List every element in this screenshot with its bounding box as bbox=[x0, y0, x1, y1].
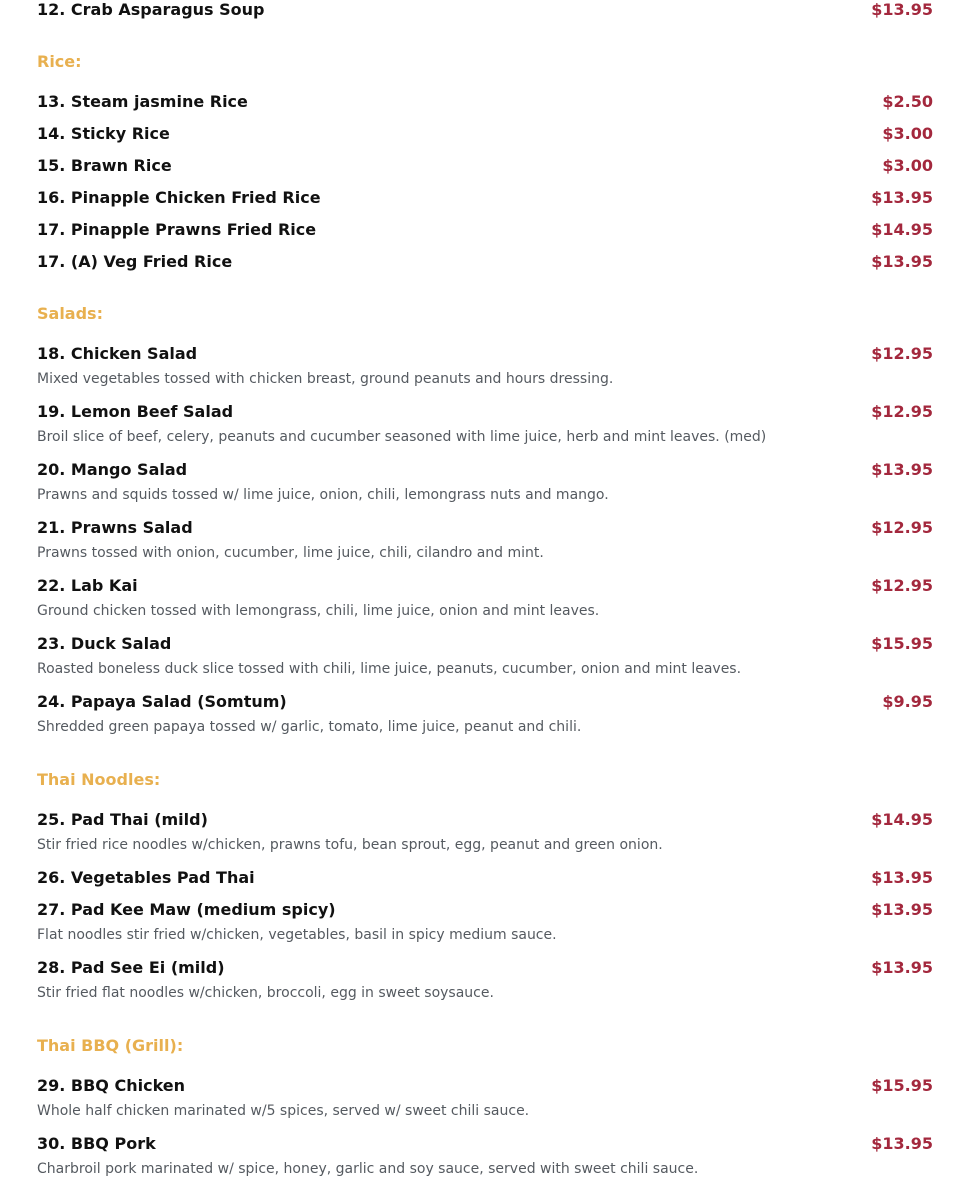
menu-item bbox=[37, 518, 933, 568]
menu-item-price: $13.95 bbox=[871, 868, 933, 887]
menu-item-name: 14. Sticky Rice bbox=[37, 124, 170, 143]
menu-item-row bbox=[37, 518, 933, 542]
menu-section bbox=[37, 770, 933, 1008]
section-heading: Rice: bbox=[37, 52, 82, 71]
menu-item-row bbox=[37, 156, 933, 180]
menu-item-description: Shredded green papaya tossed w/ garlic, tomato, lime juice, peanut and chili. bbox=[37, 719, 582, 735]
section-heading: Thai Noodles: bbox=[37, 770, 161, 789]
menu-item-name: 24. Papaya Salad (Somtum) bbox=[37, 692, 287, 711]
menu-item-description: Roasted boneless duck slice tossed with chili, lime juice, peanuts, cucumber, onion and mint leaves. bbox=[37, 661, 742, 677]
menu-item-name: 19. Lemon Beef Salad bbox=[37, 402, 234, 421]
menu-item-name: 22. Lab Kai bbox=[37, 576, 138, 595]
menu-item-name: 27. Pad Kee Maw (medium spicy) bbox=[37, 900, 336, 919]
menu-item-price: $13.95 bbox=[871, 460, 933, 479]
menu-item-price: $12.95 bbox=[871, 518, 933, 537]
menu-item-row bbox=[37, 900, 933, 924]
menu-item-row bbox=[37, 576, 933, 600]
menu-section bbox=[37, 0, 933, 24]
menu-item-row bbox=[37, 810, 933, 834]
menu-item-description: Mixed vegetables tossed with chicken breast, ground peanuts and hours dressing. bbox=[37, 371, 614, 387]
menu-item-name: 13. Steam jasmine Rice bbox=[37, 92, 248, 111]
menu-item-price: $12.95 bbox=[871, 344, 933, 363]
menu-item-price: $3.00 bbox=[882, 124, 933, 143]
menu-item-row bbox=[37, 220, 933, 244]
menu-item-row bbox=[37, 1076, 933, 1100]
menu-item-row bbox=[37, 868, 933, 892]
menu-item-name: 21. Prawns Salad bbox=[37, 518, 193, 537]
menu-item-price: $13.95 bbox=[871, 900, 933, 919]
menu-item-name: 17. Pinapple Prawns Fried Rice bbox=[37, 220, 317, 239]
menu-item-name: 28. Pad See Ei (mild) bbox=[37, 958, 225, 977]
menu-item-description: Broil slice of beef, celery, peanuts and cucumber seasoned with lime juice, herb and mint leaves. (med) bbox=[37, 429, 767, 445]
menu-item bbox=[37, 958, 933, 1008]
menu-item-name: 25. Pad Thai (mild) bbox=[37, 810, 208, 829]
menu-item-row bbox=[37, 958, 933, 982]
menu-item bbox=[37, 188, 933, 212]
menu-item-name: 16. Pinapple Chicken Fried Rice bbox=[37, 188, 321, 207]
menu-item-name: 15. Brawn Rice bbox=[37, 156, 172, 175]
menu-item bbox=[37, 634, 933, 684]
menu-item-description: Flat noodles stir fried w/chicken, vegetables, basil in spicy medium sauce. bbox=[37, 927, 557, 943]
menu-item bbox=[37, 220, 933, 244]
menu-item-row bbox=[37, 344, 933, 368]
menu-item-price: $13.95 bbox=[871, 1134, 933, 1153]
menu-item-description: Prawns and squids tossed w/ lime juice, onion, chili, lemongrass nuts and mango. bbox=[37, 487, 609, 503]
menu-item-row bbox=[37, 1134, 933, 1158]
menu-item-name: 29. BBQ Chicken bbox=[37, 1076, 186, 1095]
menu-item-description: Stir fried rice noodles w/chicken, prawns tofu, bean sprout, egg, peanut and green onion. bbox=[37, 837, 663, 853]
menu-item bbox=[37, 1076, 933, 1126]
menu-item-name: 30. BBQ Pork bbox=[37, 1134, 156, 1153]
menu-item-price: $13.95 bbox=[871, 188, 933, 207]
menu-item-price: $13.95 bbox=[871, 252, 933, 271]
menu-item-row bbox=[37, 252, 933, 276]
menu-item bbox=[37, 460, 933, 510]
menu-item-price: $14.95 bbox=[871, 810, 933, 829]
menu-item-row bbox=[37, 634, 933, 658]
menu-item-price: $3.00 bbox=[882, 156, 933, 175]
menu-item-description: Ground chicken tossed with lemongrass, chili, lime juice, onion and mint leaves. bbox=[37, 603, 600, 619]
menu-item-row bbox=[37, 188, 933, 212]
menu-item-price: $15.95 bbox=[871, 634, 933, 653]
menu-item-description: Whole half chicken marinated w/5 spices, served w/ sweet chili sauce. bbox=[37, 1103, 530, 1119]
menu-item bbox=[37, 692, 933, 742]
menu-item-name: 26. Vegetables Pad Thai bbox=[37, 868, 255, 887]
menu-section bbox=[37, 304, 933, 742]
menu-item-row bbox=[37, 460, 933, 484]
menu-item bbox=[37, 156, 933, 180]
menu-item bbox=[37, 124, 933, 148]
menu-item bbox=[37, 810, 933, 860]
menu-item-price: $2.50 bbox=[882, 92, 933, 111]
menu-item-description: Charbroil pork marinated w/ spice, honey, garlic and soy sauce, served with sweet chili sauce. bbox=[37, 1161, 699, 1177]
menu-item bbox=[37, 0, 933, 24]
menu-item-description: Stir fried flat noodles w/chicken, broccoli, egg in sweet soysauce. bbox=[37, 985, 494, 1001]
section-heading: Thai BBQ (Grill): bbox=[37, 1036, 184, 1055]
menu-item bbox=[37, 1134, 933, 1184]
menu-item bbox=[37, 900, 933, 950]
menu-item-price: $13.95 bbox=[871, 0, 933, 19]
menu-item-price: $15.95 bbox=[871, 1076, 933, 1095]
menu-item-name: 18. Chicken Salad bbox=[37, 344, 198, 363]
menu-item-row bbox=[37, 124, 933, 148]
section-heading: Salads: bbox=[37, 304, 103, 323]
menu-item-name: 20. Mango Salad bbox=[37, 460, 188, 479]
menu-section bbox=[37, 1036, 933, 1184]
menu-list bbox=[37, 0, 933, 1192]
menu-item-price: $14.95 bbox=[871, 220, 933, 239]
menu-item-row bbox=[37, 402, 933, 426]
menu-item bbox=[37, 92, 933, 116]
menu-item-row bbox=[37, 0, 933, 24]
menu-item-price: $9.95 bbox=[882, 692, 933, 711]
menu-item-price: $13.95 bbox=[871, 958, 933, 977]
menu-item bbox=[37, 868, 933, 892]
menu-item-name: 12. Crab Asparagus Soup bbox=[37, 0, 265, 19]
menu-item-name: 23. Duck Salad bbox=[37, 634, 172, 653]
menu-item-row bbox=[37, 692, 933, 716]
menu-item-description: Prawns tossed with onion, cucumber, lime juice, chili, cilandro and mint. bbox=[37, 545, 544, 561]
menu-item bbox=[37, 402, 933, 452]
menu-item bbox=[37, 252, 933, 276]
menu-item-row bbox=[37, 92, 933, 116]
menu-item-price: $12.95 bbox=[871, 576, 933, 595]
menu-item-name: 17. (A) Veg Fried Rice bbox=[37, 252, 233, 271]
menu-section bbox=[37, 52, 933, 276]
menu-item bbox=[37, 576, 933, 626]
menu-item bbox=[37, 344, 933, 394]
menu-item-price: $12.95 bbox=[871, 402, 933, 421]
